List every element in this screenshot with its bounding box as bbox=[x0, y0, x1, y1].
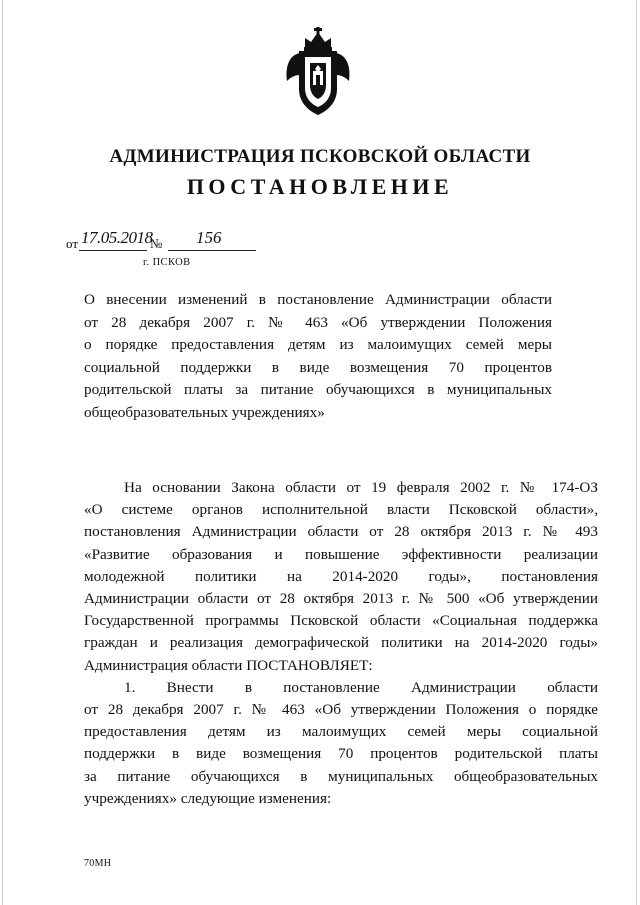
subject-line: социальной поддержки в виде возмещения 70 процентов bbox=[84, 358, 552, 376]
body-line: постановления Администрации области от 28 октября 2013 г. № 493 bbox=[84, 523, 598, 541]
subject-line: о порядке предоставления детям из малоимущих семей меры bbox=[84, 336, 552, 353]
body-line: Администрации области от 28 октября 2013 г. № 500 «Об утверждении bbox=[84, 590, 598, 608]
number-handwritten: 156 bbox=[196, 228, 222, 247]
body-line: молодежной политики на 2014-2020 годы», постановления bbox=[84, 567, 598, 585]
date-handwritten: 17.05.2018 bbox=[81, 228, 153, 247]
subject-line: общеобразовательных учреждениях» bbox=[84, 403, 325, 421]
body-line: предоставления детям из малоимущих семей меры социальной bbox=[84, 723, 598, 741]
body-text-block bbox=[84, 477, 598, 810]
date-number-line bbox=[66, 228, 266, 250]
body-line: граждан и реализация демографической политики на 2014-2020 годы» bbox=[84, 634, 598, 652]
body-line: «Развитие образования и повышение эффективности реализации bbox=[84, 545, 598, 563]
body-line: Администрация области ПОСТАНОВЛЯЕТ: bbox=[84, 656, 373, 674]
body-line: за питание обучающихся в муниципальных общеобразовательных bbox=[84, 767, 598, 785]
scan-edge-left bbox=[2, 0, 3, 905]
document-type-title: ПОСТАНОВЛЕНИЕ bbox=[186, 174, 454, 199]
coat-of-arms-emblem-icon bbox=[283, 27, 353, 117]
subject-line: родительской платы за питание обучающихся в муниципальных bbox=[84, 381, 552, 398]
body-line: На основании Закона области от 19 февраля 2002 г. № 174-ОЗ bbox=[124, 479, 598, 496]
subject-line: О внесении изменений в постановление Администрации области bbox=[84, 291, 552, 308]
organization-title: АДМИНИСТРАЦИЯ ПСКОВСКОЙ ОБЛАСТИ bbox=[109, 146, 531, 167]
number-underline bbox=[168, 250, 256, 251]
city-label: г. ПСКОВ bbox=[143, 257, 191, 268]
subject-line: от 28 декабря 2007 г. № 463 «Об утверждении Положения bbox=[84, 313, 552, 331]
body-line-item-1: 1. Внести в постановление Администрации области bbox=[124, 678, 598, 696]
body-line: Государственной программы Псковской области «Социальная поддержка bbox=[84, 612, 598, 630]
body-line: «О системе органов исполнительной власти Псковской области», bbox=[84, 501, 598, 519]
footer-code: 70МН bbox=[84, 858, 112, 869]
body-line: поддержки в виде возмещения 70 процентов родительской платы bbox=[84, 745, 598, 763]
date-prefix: от bbox=[66, 236, 79, 251]
number-sign: № bbox=[150, 236, 163, 251]
date-underline bbox=[79, 250, 147, 251]
subject-block bbox=[84, 289, 552, 424]
scan-edge-right bbox=[636, 0, 637, 905]
body-line: учреждениях» следующие изменения: bbox=[84, 789, 332, 807]
body-line: от 28 декабря 2007 г. № 463 «Об утверждении Положения о порядке bbox=[84, 701, 598, 719]
